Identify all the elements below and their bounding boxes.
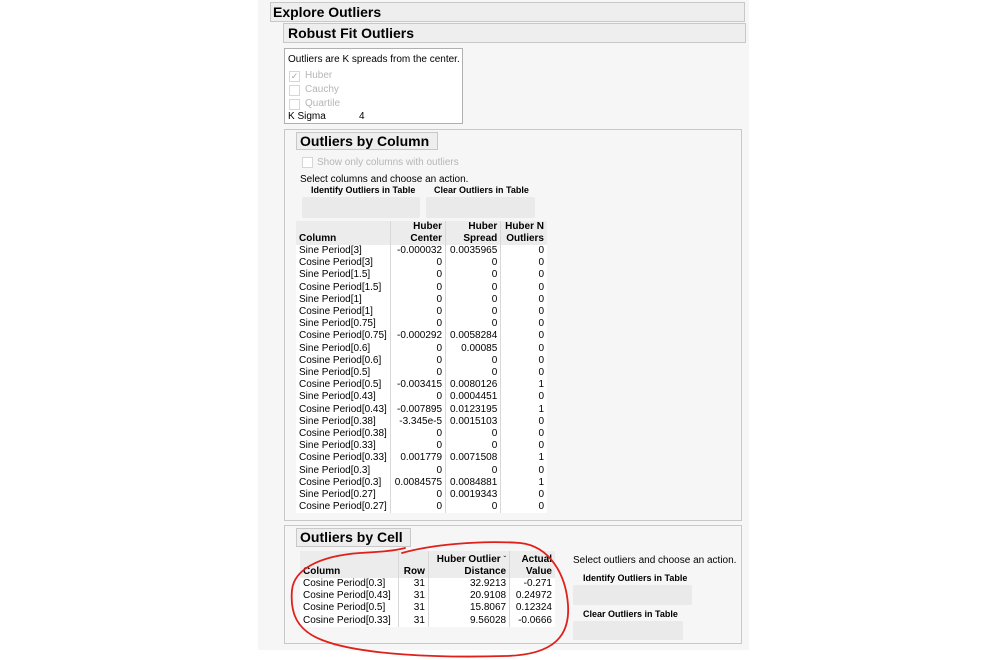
outliers-by-cell-header[interactable]: Outliers by Cell bbox=[296, 528, 411, 547]
huber-center-cell: 0 bbox=[390, 465, 445, 477]
column-table-row[interactable] bbox=[296, 379, 547, 391]
huber-n-outliers-cell: 0 bbox=[501, 282, 547, 294]
column-table-row[interactable] bbox=[296, 367, 547, 379]
huber-n-outliers-cell: 0 bbox=[501, 330, 547, 342]
column-name-cell: Cosine Period[0.33] bbox=[296, 452, 390, 464]
huber-n-outliers-cell: 0 bbox=[501, 391, 547, 403]
huber-outlier-distance-cell: 15.8067 bbox=[428, 602, 509, 614]
huber-n-outliers-cell: 0 bbox=[501, 367, 547, 379]
column-name-cell: Sine Period[0.3] bbox=[296, 465, 390, 477]
column-name-cell: Sine Period[0.6] bbox=[296, 343, 390, 355]
column-table-row[interactable] bbox=[296, 391, 547, 403]
huber-spread-cell: 0.0084881 bbox=[446, 477, 501, 489]
column-table-row[interactable] bbox=[296, 404, 547, 416]
column-table-row[interactable] bbox=[296, 489, 547, 501]
huber-center-cell: -0.000292 bbox=[390, 330, 445, 342]
huber-spread-header[interactable] bbox=[446, 221, 501, 245]
huber-center-cell: -0.000032 bbox=[390, 245, 445, 257]
huber-n-outliers-cell: 0 bbox=[501, 294, 547, 306]
huber-spread-cell: 0 bbox=[446, 367, 501, 379]
column-name-cell: Sine Period[0.43] bbox=[296, 391, 390, 403]
column-name-cell: Sine Period[0.33] bbox=[296, 440, 390, 452]
distance-header-2: Distance bbox=[464, 566, 507, 577]
huber-spread-cell: 0 bbox=[446, 440, 501, 452]
actual-header-1: Actual bbox=[521, 554, 552, 565]
robust-options-box bbox=[284, 48, 463, 124]
huber-center-cell: 0 bbox=[390, 257, 445, 269]
column-table-row[interactable] bbox=[296, 318, 547, 330]
column-table-header-row bbox=[296, 221, 547, 245]
huber-n-outliers-cell: 1 bbox=[501, 404, 547, 416]
column-table-row[interactable] bbox=[296, 257, 547, 269]
cell-identify-outliers-button[interactable] bbox=[573, 585, 692, 605]
huber-spread-cell: 0.0058284 bbox=[446, 330, 501, 342]
column-identify-label: Identify Outliers in Table bbox=[311, 185, 416, 195]
clear-outliers-button[interactable] bbox=[426, 197, 535, 218]
huber-n-outliers-cell: 0 bbox=[501, 245, 547, 257]
cell-row-number: 31 bbox=[399, 578, 429, 590]
column-table-row[interactable] bbox=[296, 355, 547, 367]
huber-spread-cell: 0.0004451 bbox=[446, 391, 501, 403]
quartile-checkbox[interactable] bbox=[289, 99, 300, 110]
column-name-cell: Cosine Period[0.5] bbox=[296, 379, 390, 391]
cauchy-checkbox[interactable] bbox=[289, 85, 300, 96]
column-name-cell: Cosine Period[1] bbox=[296, 306, 390, 318]
column-table-row[interactable] bbox=[296, 501, 547, 513]
huber-n-outliers-cell: 0 bbox=[501, 306, 547, 318]
cell-row-number: 31 bbox=[399, 615, 429, 627]
cell-table-header-row bbox=[300, 551, 555, 578]
cell-row-number: 31 bbox=[399, 602, 429, 614]
column-name-cell: Cosine Period[0.38] bbox=[296, 428, 390, 440]
column-name-cell: Sine Period[0.27] bbox=[296, 489, 390, 501]
cell-identify-label: Identify Outliers in Table bbox=[583, 573, 688, 583]
huber-center-cell: 0 bbox=[390, 501, 445, 513]
huber-center-cell: 0 bbox=[390, 294, 445, 306]
cell-row-number: 31 bbox=[399, 590, 429, 602]
huber-center-cell: 0 bbox=[390, 440, 445, 452]
huber-n-outliers-cell: 0 bbox=[501, 269, 547, 281]
column-table-row[interactable] bbox=[296, 452, 547, 464]
huber-n-outliers-cell: 0 bbox=[501, 440, 547, 452]
column-table-row[interactable] bbox=[296, 269, 547, 281]
k-sigma-label: K Sigma bbox=[288, 111, 326, 122]
robust-description: Outliers are K spreads from the center. bbox=[288, 54, 460, 65]
huber-n-outliers-cell: 0 bbox=[501, 416, 547, 428]
column-name-cell: Cosine Period[0.3] bbox=[296, 477, 390, 489]
column-name-cell: Cosine Period[1.5] bbox=[296, 282, 390, 294]
cell-table-row[interactable] bbox=[300, 615, 555, 627]
huber-n-header-1: Huber N bbox=[505, 221, 544, 232]
huber-n-outliers-cell: 0 bbox=[501, 489, 547, 501]
actual-value-header[interactable] bbox=[510, 551, 555, 578]
huber-outlier-distance-cell: 9.56028 bbox=[428, 615, 509, 627]
huber-spread-cell: 0 bbox=[446, 465, 501, 477]
huber-spread-header-2: Spread bbox=[463, 233, 498, 244]
cell-table-row[interactable] bbox=[300, 590, 555, 602]
huber-center-cell: 0 bbox=[390, 306, 445, 318]
huber-label: Huber bbox=[305, 70, 333, 81]
huber-spread-cell: 0 bbox=[446, 282, 501, 294]
huber-center-cell: 0 bbox=[390, 391, 445, 403]
huber-checkbox[interactable]: ✓ bbox=[290, 71, 299, 81]
distance-header-1: Huber Outlier bbox=[436, 554, 501, 565]
huber-center-cell: 0 bbox=[390, 355, 445, 367]
column-name-cell: Cosine Period[0.27] bbox=[296, 501, 390, 513]
huber-n-outliers-cell: 1 bbox=[501, 477, 547, 489]
column-table-row[interactable] bbox=[296, 330, 547, 342]
column-table-row[interactable] bbox=[296, 294, 547, 306]
column-table-row[interactable] bbox=[296, 306, 547, 318]
huber-n-header-2: Outliers bbox=[506, 233, 544, 244]
cell-column-name: Cosine Period[0.3] bbox=[300, 578, 399, 590]
actual-value-cell: 0.12324 bbox=[510, 602, 555, 614]
actual-value-cell: 0.24972 bbox=[510, 590, 555, 602]
huber-n-outliers-cell: 0 bbox=[501, 501, 547, 513]
column-header[interactable]: Column bbox=[296, 221, 390, 245]
column-name-cell: Sine Period[0.38] bbox=[296, 416, 390, 428]
column-table-row[interactable] bbox=[296, 440, 547, 452]
huber-spread-cell: 0 bbox=[446, 269, 501, 281]
column-table-row[interactable] bbox=[296, 416, 547, 428]
huber-spread-cell: 0 bbox=[446, 257, 501, 269]
column-name-cell: Cosine Period[0.75] bbox=[296, 330, 390, 342]
huber-n-outliers-cell: 0 bbox=[501, 465, 547, 477]
huber-spread-cell: 0.0035965 bbox=[446, 245, 501, 257]
cell-column-name: Cosine Period[0.5] bbox=[300, 602, 399, 614]
column-name-cell: Cosine Period[0.6] bbox=[296, 355, 390, 367]
huber-n-outliers-cell: 0 bbox=[501, 343, 547, 355]
huber-spread-cell: 0.0123195 bbox=[446, 404, 501, 416]
column-instruction: Select columns and choose an action. bbox=[300, 174, 469, 185]
huber-outlier-distance-cell: 32.9213 bbox=[428, 578, 509, 590]
huber-spread-cell: 0.0080126 bbox=[446, 379, 501, 391]
actual-value-cell: -0.0666 bbox=[510, 615, 555, 627]
column-name-cell: Sine Period[1] bbox=[296, 294, 390, 306]
column-name-cell: Sine Period[1.5] bbox=[296, 269, 390, 281]
cauchy-label: Cauchy bbox=[305, 84, 339, 95]
huber-center-cell: 0 bbox=[390, 367, 445, 379]
huber-outlier-distance-cell: 20.9108 bbox=[428, 590, 509, 602]
huber-center-header[interactable] bbox=[390, 221, 445, 245]
huber-n-outliers-cell: 0 bbox=[501, 318, 547, 330]
column-table-row[interactable] bbox=[296, 343, 547, 355]
show-only-outliers-checkbox[interactable] bbox=[302, 157, 313, 168]
huber-center-cell: 0 bbox=[390, 343, 445, 355]
huber-n-outliers-cell: 0 bbox=[501, 355, 547, 367]
actual-header-2: Value bbox=[525, 566, 552, 577]
show-only-outliers-label: Show only columns with outliers bbox=[317, 157, 459, 168]
huber-spread-cell: 0 bbox=[446, 306, 501, 318]
huber-center-cell: 0 bbox=[390, 428, 445, 440]
huber-n-outliers-cell: 0 bbox=[501, 428, 547, 440]
huber-spread-cell: 0.0019343 bbox=[446, 489, 501, 501]
huber-n-outliers-cell: 1 bbox=[501, 379, 547, 391]
explore-outliers-header[interactable]: Explore Outliers bbox=[270, 2, 745, 22]
huber-spread-cell: 0 bbox=[446, 428, 501, 440]
huber-center-cell: 0 bbox=[390, 489, 445, 501]
huber-center-cell: 0 bbox=[390, 318, 445, 330]
huber-spread-cell: 0 bbox=[446, 501, 501, 513]
huber-center-cell: -0.003415 bbox=[390, 379, 445, 391]
huber-outlier-distance-header[interactable] bbox=[428, 551, 509, 578]
huber-spread-cell: 0.00085 bbox=[446, 343, 501, 355]
huber-spread-cell: 0.0071508 bbox=[446, 452, 501, 464]
column-table-row[interactable] bbox=[296, 428, 547, 440]
column-name-cell: Sine Period[0.75] bbox=[296, 318, 390, 330]
cell-table-row[interactable] bbox=[300, 578, 555, 590]
cell-column-name: Cosine Period[0.43] bbox=[300, 590, 399, 602]
huber-spread-header-1: Huber bbox=[468, 221, 498, 232]
outliers-by-column-table bbox=[296, 221, 547, 513]
column-table-row[interactable] bbox=[296, 245, 547, 257]
huber-spread-cell: 0 bbox=[446, 318, 501, 330]
huber-center-header-1: Huber bbox=[413, 221, 443, 232]
huber-center-cell: -0.007895 bbox=[390, 404, 445, 416]
robust-fit-outliers-header[interactable]: Robust Fit Outliers bbox=[283, 23, 746, 43]
column-name-cell: Sine Period[0.5] bbox=[296, 367, 390, 379]
huber-n-outliers-cell: 0 bbox=[501, 257, 547, 269]
huber-n-outliers-header[interactable] bbox=[501, 221, 547, 245]
huber-n-outliers-cell: 1 bbox=[501, 452, 547, 464]
actual-value-cell: -0.271 bbox=[510, 578, 555, 590]
huber-center-header-2: Center bbox=[410, 233, 443, 244]
cell-clear-outliers-button[interactable] bbox=[573, 621, 683, 640]
huber-spread-cell: 0 bbox=[446, 294, 501, 306]
outliers-by-cell-table bbox=[300, 551, 555, 627]
row-header[interactable]: Row bbox=[399, 551, 429, 578]
cell-instruction: Select outliers and choose an action. bbox=[573, 555, 737, 566]
column-table-row[interactable] bbox=[296, 465, 547, 477]
cell-clear-label: Clear Outliers in Table bbox=[583, 609, 678, 619]
huber-center-cell: 0.001779 bbox=[390, 452, 445, 464]
outliers-by-column-header[interactable]: Outliers by Column bbox=[296, 132, 438, 150]
huber-center-cell: 0 bbox=[390, 269, 445, 281]
cell-column-header[interactable]: Column bbox=[300, 551, 399, 578]
column-name-cell: Cosine Period[3] bbox=[296, 257, 390, 269]
quartile-label: Quartile bbox=[305, 98, 341, 109]
huber-center-cell: 0 bbox=[390, 282, 445, 294]
cell-column-name: Cosine Period[0.33] bbox=[300, 615, 399, 627]
sort-descending-icon[interactable]: ˇ bbox=[503, 555, 507, 564]
huber-spread-cell: 0 bbox=[446, 355, 501, 367]
column-table-row[interactable] bbox=[296, 282, 547, 294]
k-sigma-value[interactable]: 4 bbox=[359, 111, 365, 122]
huber-center-cell: 0.0084575 bbox=[390, 477, 445, 489]
column-table-row[interactable] bbox=[296, 477, 547, 489]
column-name-cell: Cosine Period[0.43] bbox=[296, 404, 390, 416]
column-name-cell: Sine Period[3] bbox=[296, 245, 390, 257]
huber-spread-cell: 0.0015103 bbox=[446, 416, 501, 428]
cell-table-row[interactable] bbox=[300, 602, 555, 614]
column-clear-label: Clear Outliers in Table bbox=[434, 185, 529, 195]
identify-outliers-button[interactable] bbox=[302, 197, 420, 218]
huber-center-cell: -3.345e-5 bbox=[390, 416, 445, 428]
